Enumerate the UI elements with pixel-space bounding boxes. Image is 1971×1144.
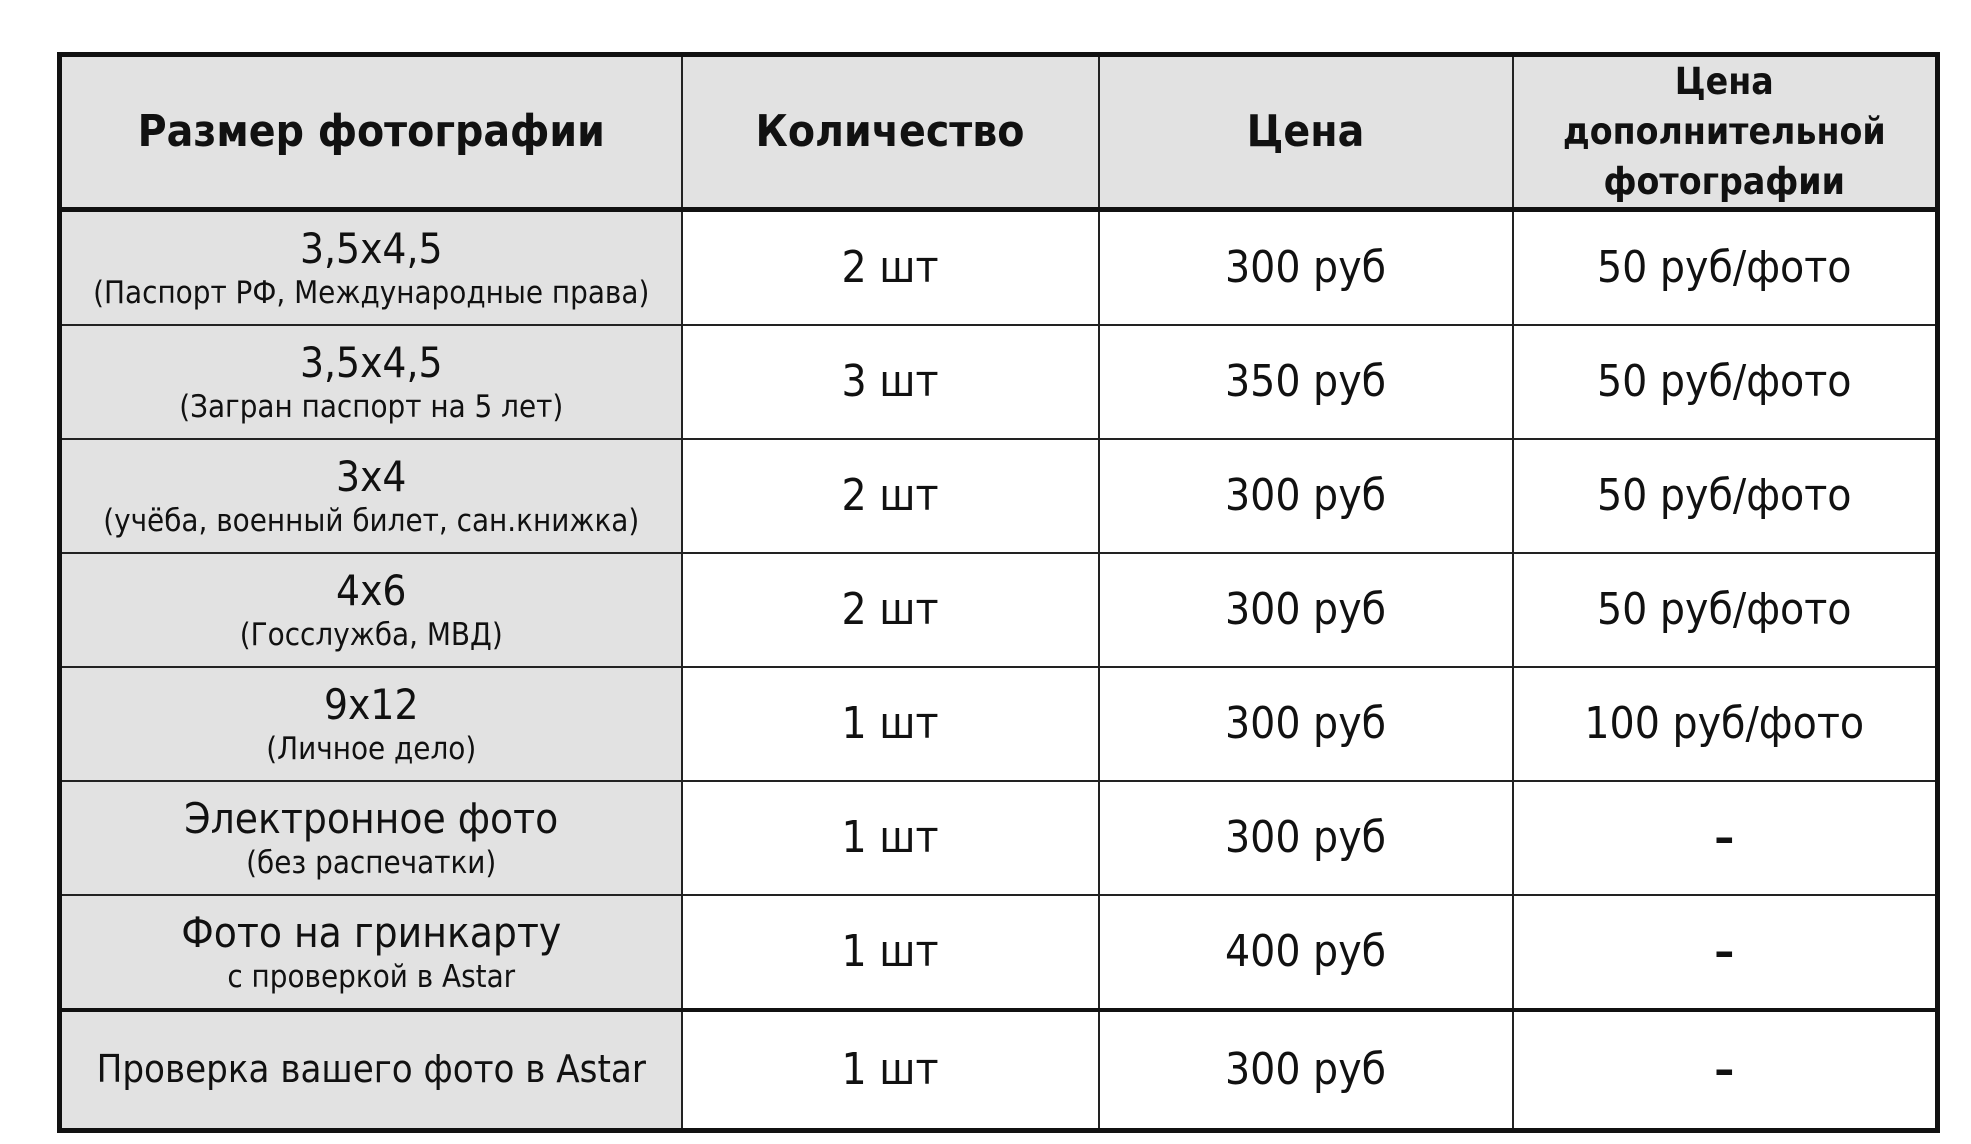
size-value: 3х4	[336, 451, 407, 501]
extra-price-cell: 50 руб/фото	[1513, 439, 1938, 553]
header-size: Размер фотографии	[60, 55, 682, 210]
quantity-cell: 3 шт	[682, 325, 1099, 439]
table-row	[60, 1010, 1938, 1131]
size-cell	[60, 439, 682, 553]
size-value: 3,5х4,5	[300, 337, 443, 387]
size-cell	[60, 781, 682, 895]
table-row	[60, 209, 1938, 325]
size-cell	[60, 553, 682, 667]
price-cell: 300 руб	[1099, 667, 1513, 781]
quantity-cell: 1 шт	[682, 895, 1099, 1010]
table-row	[60, 895, 1938, 1010]
quantity-cell: 2 шт	[682, 553, 1099, 667]
size-value: 3,5х4,5	[300, 223, 443, 273]
size-value: Электронное фото	[184, 793, 559, 843]
quantity-cell: 2 шт	[682, 439, 1099, 553]
price-cell: 300 руб	[1099, 553, 1513, 667]
table-row	[60, 667, 1938, 781]
table-header-row	[60, 55, 1938, 210]
table-row	[60, 439, 1938, 553]
extra-price-cell: 50 руб/фото	[1513, 325, 1938, 439]
size-note: (Паспорт РФ, Международные права)	[93, 274, 650, 311]
header-quantity: Количество	[682, 55, 1099, 210]
extra-price-cell: 50 руб/фото	[1513, 553, 1938, 667]
header-extra-price: Цена дополнительной фотографии	[1513, 55, 1938, 210]
extra-price-cell: 50 руб/фото	[1513, 209, 1938, 325]
table-row	[60, 325, 1938, 439]
price-cell: 300 руб	[1099, 1010, 1513, 1131]
price-cell: 300 руб	[1099, 209, 1513, 325]
size-note: (Загран паспорт на 5 лет)	[179, 388, 564, 425]
size-value: 4х6	[336, 565, 407, 615]
quantity-cell: 2 шт	[682, 209, 1099, 325]
quantity-cell: 1 шт	[682, 667, 1099, 781]
size-cell	[60, 895, 682, 1010]
size-note: (Госслужба, МВД)	[239, 616, 503, 653]
price-cell: 350 руб	[1099, 325, 1513, 439]
price-cell: 300 руб	[1099, 439, 1513, 553]
quantity-cell: 1 шт	[682, 1010, 1099, 1131]
size-value: Проверка вашего фото в Astar	[96, 1046, 646, 1091]
table-row	[60, 781, 1938, 895]
size-note: (без распечатки)	[246, 844, 497, 881]
size-note: с проверкой в Astar	[227, 958, 516, 995]
extra-price-cell: –	[1513, 1010, 1938, 1131]
size-value: 9х12	[324, 679, 419, 729]
header-price: Цена	[1099, 55, 1513, 210]
size-cell	[60, 325, 682, 439]
size-note: (Личное дело)	[266, 730, 477, 767]
extra-price-cell: –	[1513, 895, 1938, 1010]
size-value: Фото на гринкарту	[181, 907, 562, 957]
size-note: (учёба, военный билет, сан.книжка)	[103, 502, 640, 539]
quantity-cell: 1 шт	[682, 781, 1099, 895]
table-row	[60, 553, 1938, 667]
size-cell	[60, 209, 682, 325]
price-cell: 400 руб	[1099, 895, 1513, 1010]
size-cell	[60, 667, 682, 781]
extra-price-cell: –	[1513, 781, 1938, 895]
price-cell: 300 руб	[1099, 781, 1513, 895]
price-table	[57, 52, 1940, 1133]
size-cell	[60, 1010, 682, 1131]
extra-price-cell: 100 руб/фото	[1513, 667, 1938, 781]
